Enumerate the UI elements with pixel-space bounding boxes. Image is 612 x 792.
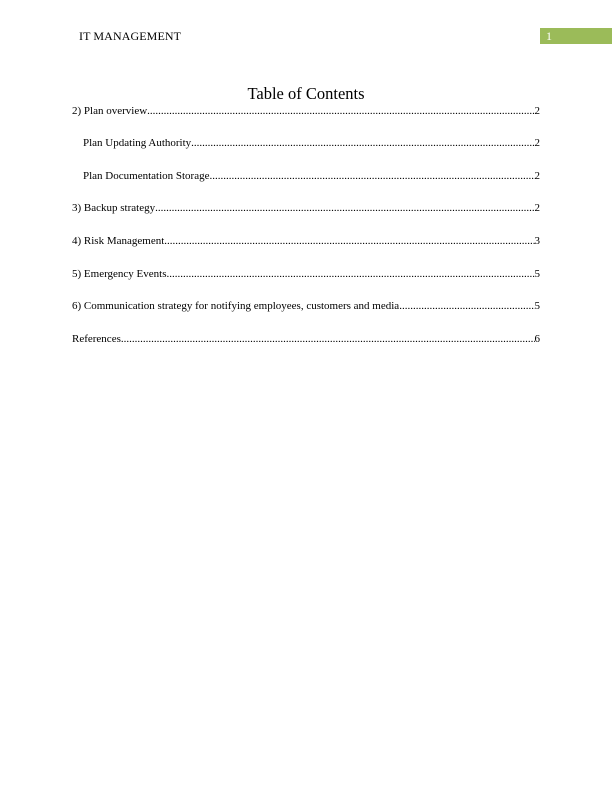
toc-entry[interactable] bbox=[72, 168, 540, 184]
toc-dot-leader bbox=[167, 266, 535, 282]
toc-entry[interactable] bbox=[72, 266, 540, 282]
toc-dot-leader bbox=[399, 298, 534, 314]
toc-entry-page: 2 bbox=[534, 202, 540, 214]
toc-dot-leader bbox=[191, 135, 534, 151]
toc-entry-page: 5 bbox=[534, 300, 540, 312]
toc-entry-page: 6 bbox=[534, 333, 540, 345]
toc-entry-label: 4) Risk Management bbox=[72, 235, 165, 247]
toc-dot-leader bbox=[164, 233, 534, 249]
page-number-badge bbox=[540, 28, 612, 44]
toc-entry-label: 6) Communication strategy for notifying employees, customers and media bbox=[72, 300, 400, 312]
toc-entry-page: 2 bbox=[534, 105, 540, 117]
toc-entry[interactable] bbox=[72, 200, 540, 216]
toc-entry-label: Plan Updating Authority bbox=[83, 137, 192, 149]
running-head: IT MANAGEMENT bbox=[79, 29, 182, 43]
toc-entry[interactable] bbox=[72, 233, 540, 249]
toc-entry-page: 5 bbox=[534, 268, 540, 280]
toc-dot-leader bbox=[209, 168, 534, 184]
toc-entry-label: References bbox=[72, 333, 121, 345]
toc-entry[interactable] bbox=[72, 135, 540, 151]
toc-entry-page: 2 bbox=[534, 170, 540, 182]
toc-entry-label: Plan Documentation Storage bbox=[83, 170, 210, 182]
toc-entry-label: 2) Plan overview bbox=[72, 105, 148, 117]
toc-entry[interactable] bbox=[72, 331, 540, 347]
toc-entry[interactable] bbox=[72, 103, 540, 119]
toc-entry-page: 3 bbox=[534, 235, 540, 247]
toc-dot-leader bbox=[121, 331, 535, 347]
toc-entry-label: 3) Backup strategy bbox=[72, 202, 156, 214]
toc-entry-page: 2 bbox=[534, 137, 540, 149]
toc-entry[interactable] bbox=[72, 298, 540, 314]
toc-dot-leader bbox=[147, 103, 534, 119]
toc-dot-leader bbox=[155, 200, 534, 216]
toc-title: Table of Contents bbox=[247, 84, 365, 103]
toc-entry-label: 5) Emergency Events bbox=[72, 268, 167, 280]
page-number: 1 bbox=[546, 29, 552, 43]
